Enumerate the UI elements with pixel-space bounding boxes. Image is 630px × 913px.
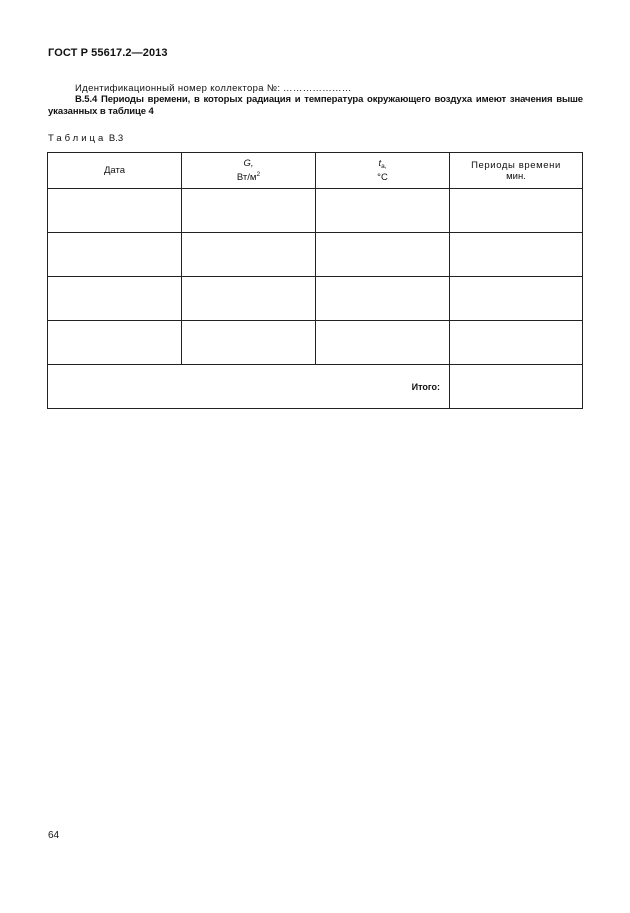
table-row [48, 233, 583, 277]
table-row [48, 189, 583, 233]
table-header-row [48, 153, 583, 189]
table-row [48, 321, 583, 365]
table-caption-word: Таблица [48, 133, 107, 144]
section-b54-heading: В.5.4 Периоды времени, в которых радиация и температура окружающего воздуха имеют значения выше указанных в таблице 4 [48, 94, 583, 117]
table-cell-irradiance [182, 277, 316, 321]
table-cell-temperature [316, 189, 450, 233]
table-cell-time-period [450, 189, 583, 233]
header-temperature-unit: °С [377, 172, 388, 183]
header-date-label: Дата [103, 165, 126, 176]
table-cell-time-period [450, 277, 583, 321]
header-temperature [316, 153, 450, 189]
page-number: 64 [48, 830, 60, 841]
header-irradiance-unit: Вт/м [236, 172, 257, 183]
periods-table [47, 152, 583, 409]
table-caption [48, 133, 123, 144]
standard-header: ГОСТ Р 55617.2—2013 [48, 47, 168, 59]
header-irradiance-unit-exponent: 2 [256, 171, 261, 178]
table-row [48, 277, 583, 321]
table-cell-irradiance [182, 189, 316, 233]
header-temperature-comma: , [384, 163, 387, 170]
table-cell-temperature [316, 277, 450, 321]
header-irradiance [182, 153, 316, 189]
table-cell-irradiance [182, 233, 316, 277]
header-date [48, 153, 182, 189]
header-time-periods-label: Периоды времени [471, 159, 561, 171]
table-cell-irradiance [182, 321, 316, 365]
table-cell-date [48, 233, 182, 277]
table-cell-time-period [450, 321, 583, 365]
header-time-periods [450, 153, 583, 189]
header-time-periods-unit: мин. [506, 170, 526, 182]
table-cell-time-period [450, 233, 583, 277]
table-cell-date [48, 321, 182, 365]
table-caption-number: В.3 [108, 133, 124, 144]
collector-id-line [75, 83, 352, 94]
collector-id-label: Идентификационный номер коллектора №: [75, 83, 281, 94]
table-cell-temperature [316, 321, 450, 365]
table-cell-temperature [316, 233, 450, 277]
header-irradiance-symbol: G, [243, 158, 254, 169]
table-total-row [48, 365, 583, 409]
table-cell-date [48, 189, 182, 233]
table-cell-date [48, 277, 182, 321]
header-temperature-subscript: a [381, 163, 385, 170]
header-temperature-symbol: t [378, 158, 382, 169]
table-total-label: Итого: [48, 365, 450, 409]
collector-id-blank: ………………… [283, 83, 352, 94]
table-total-value [450, 365, 583, 409]
